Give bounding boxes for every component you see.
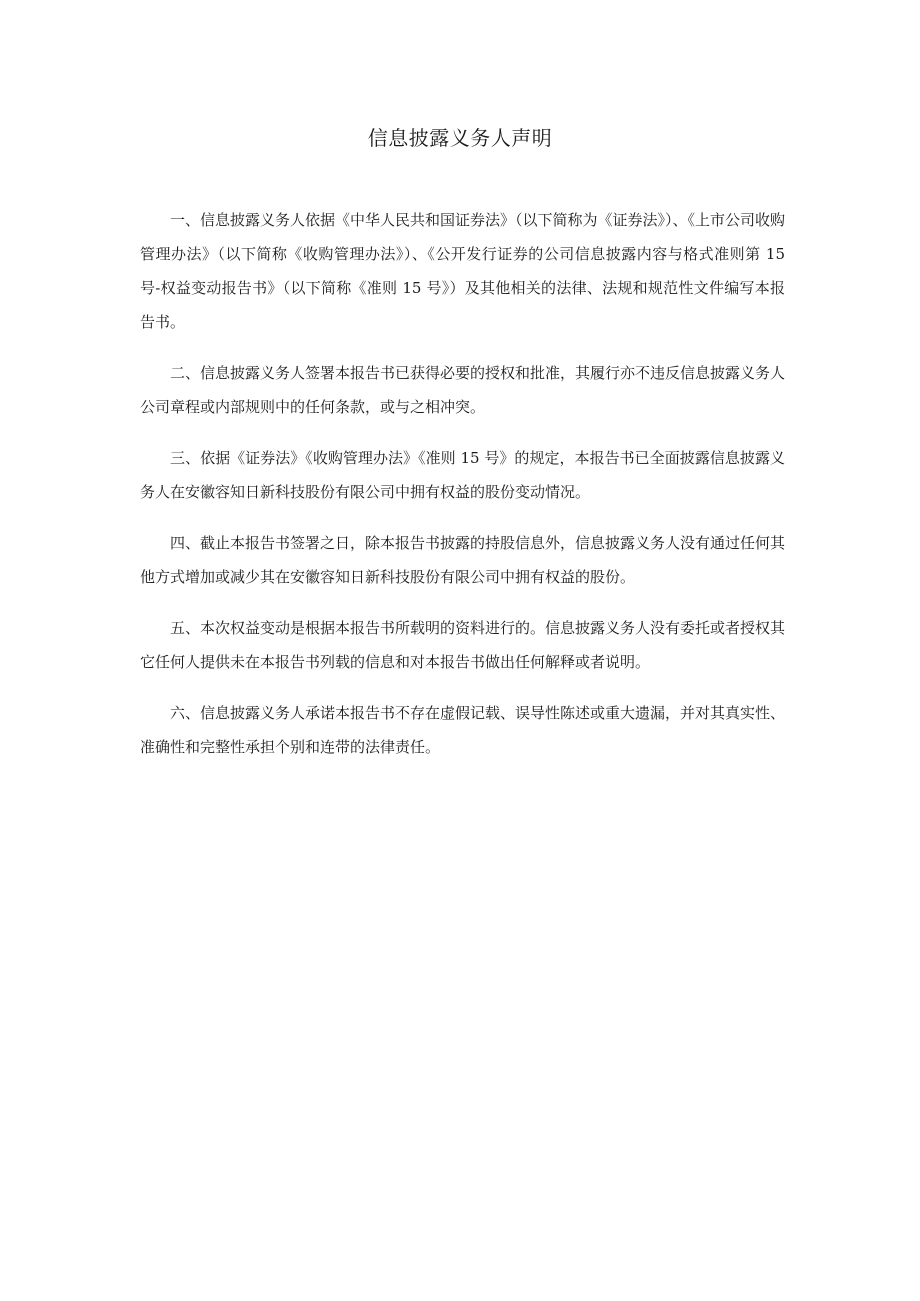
- declaration-paragraph-1: 一、信息披露义务人依据《中华人民共和国证券法》（以下简称为《证券法》）、《上市公司收购管理办法》（以下简称《收购管理办法》）、《公开发行证券的公司信息披露内容与格式准则第 15 号-权益变动报告书》（以下简称《准则 15 号》）及其他相关的法律、法规和规范性文件编写本报告书。: [140, 211, 786, 331]
- document-title: 信息披露义务人声明: [367, 126, 553, 150]
- declaration-paragraph-4: 四、截止本报告书签署之日，除本报告书披露的持股信息外，信息披露义务人没有通过任何其他方式增加或减少其在安徽容知日新科技股份有限公司中拥有权益的股份。: [140, 534, 786, 586]
- declaration-paragraph-5: 五、本次权益变动是根据本报告书所载明的资料进行的。信息披露义务人没有委托或者授权其它任何人提供未在本报告书列载的信息和对本报告书做出任何解释或者说明。: [140, 619, 786, 671]
- declaration-paragraph-2: 二、信息披露义务人签署本报告书已获得必要的授权和批准，其履行亦不违反信息披露义务人公司章程或内部规则中的任何条款，或与之相冲突。: [140, 364, 786, 416]
- declaration-paragraph-6: 六、信息披露义务人承诺本报告书不存在虚假记载、误导性陈述或重大遗漏，并对其真实性、准确性和完整性承担个别和连带的法律责任。: [140, 704, 786, 756]
- declaration-paragraph-3: 三、依据《证券法》《收购管理办法》《准则 15 号》的规定，本报告书已全面披露信息披露义务人在安徽容知日新科技股份有限公司中拥有权益的股份变动情况。: [140, 449, 785, 501]
- declaration-body: [140, 203, 785, 781]
